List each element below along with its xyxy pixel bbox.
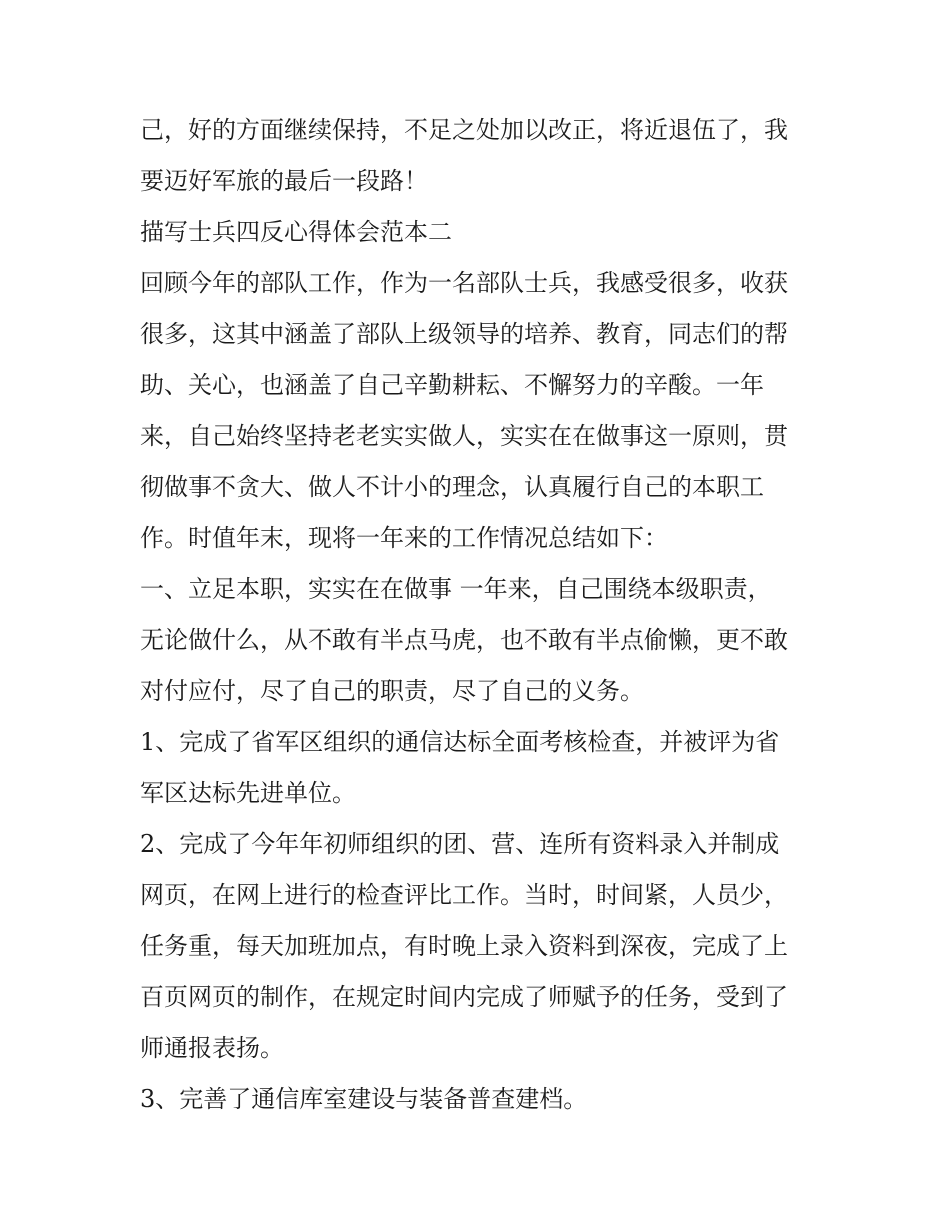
list-item-2-cont: 百页网页的制作，在规定时间内完成了师赋予的任务，受到了 (140, 983, 788, 1011)
text-line-paragraph-end: 要迈好军旅的最后一段路！ (140, 167, 428, 195)
list-item-2-cont: 网页，在网上进行的检查评比工作。当时，时间紧，人员少， (140, 881, 788, 909)
text-line-intro: 很多，这其中涵盖了部队上级领导的培养、教育，同志们的帮 (140, 320, 788, 348)
text-line-part-one: 无论做什么，从不敢有半点马虎，也不敢有半点偷懒，更不敢 (140, 626, 788, 654)
text-line-intro: 回顾今年的部队工作，作为一名部队士兵，我感受很多，收获 (140, 269, 788, 297)
list-item-1: 1、完成了省军区组织的通信达标全面考核检查，并被评为省 (140, 728, 780, 756)
heading-part-one: 一、立足本职，实实在在做事 一年来，自己围绕本级职责， (140, 575, 772, 603)
list-item-1-cont: 军区达标先进单位。 (140, 779, 356, 807)
section-title: 描写士兵四反心得体会范本二 (140, 218, 452, 246)
text-line-intro: 助、关心，也涵盖了自己辛勤耕耘、不懈努力的辛酸。一年 (140, 371, 764, 399)
list-item-2: 2、完成了今年年初师组织的团、营、连所有资料录入并制成 (140, 830, 780, 858)
text-line-intro: 作。时值年末，现将一年来的工作情况总结如下： (140, 524, 668, 552)
text-line-intro: 彻做事不贪大、做人不计小的理念，认真履行自己的本职工 (140, 473, 764, 501)
text-line-intro: 来，自己始终坚持老老实实做人，实实在在做事这一原则，贯 (140, 422, 788, 450)
text-line-paragraph-end: 己，好的方面继续保持，不足之处加以改正，将近退伍了，我 (140, 116, 788, 144)
list-item-3: 3、完善了通信库室建设与装备普查建档。 (140, 1085, 588, 1113)
list-item-2-cont: 师通报表扬。 (140, 1034, 284, 1062)
list-item-2-cont: 任务重，每天加班加点，有时晚上录入资料到深夜，完成了上 (140, 932, 788, 960)
text-line-part-one: 对付应付，尽了自己的职责，尽了自己的义务。 (140, 677, 644, 705)
document-page (140, 112, 820, 1132)
